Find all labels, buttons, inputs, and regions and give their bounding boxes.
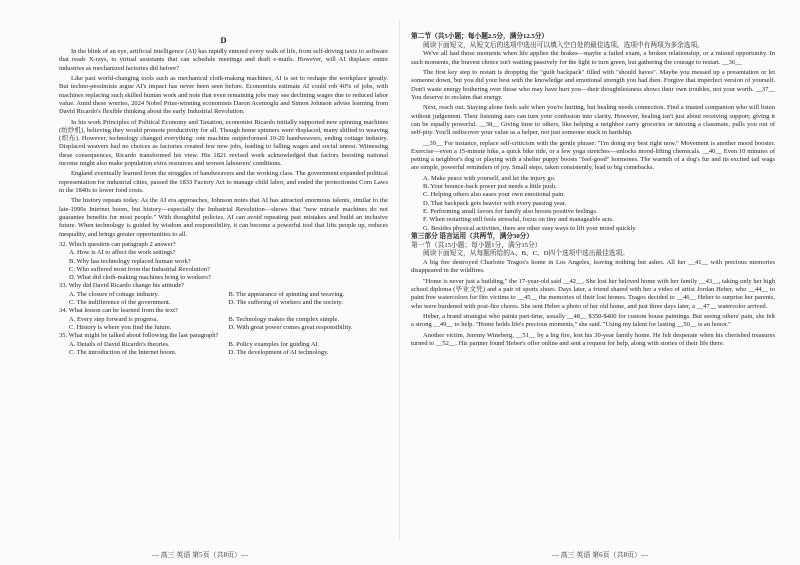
option: D. The suffering of workers and the society. [228, 299, 343, 307]
section-instruction: 阅读下面短文，从短文后的选项中选出可以填入空白处的最佳选项。选项中有两项为多余选项。 [423, 41, 704, 49]
option: D. With great power comes great responsibility. [228, 324, 353, 331]
option-row [59, 341, 388, 349]
part3-section: 第一节（共15小题；每小题1分，满分15分） [411, 241, 542, 249]
section-title: 第二节（共5小题；每小题2.5分，满分12.5分） [411, 33, 549, 40]
choice-item: B. Your bounce-back power just needs a little push. [423, 183, 557, 191]
option: C. The indifference of the government. [69, 299, 171, 307]
option: A. Every step forward is progress. [69, 315, 158, 323]
cloze-paragraph: Another victim, Jeremy Wineberg, __51__ by a big fire, lost his 30-year family home. He felt desperate when his cherished treasures turned to __52__. His partner found Heber's offer online and sent a request for help, along with stories of their life there. [411, 331, 775, 347]
option: B. The appearance of spinning and weaving. [228, 290, 345, 298]
page-footer: — 高三 英语 第6页（共8页）— [551, 551, 649, 559]
option: D. What did cloth-making machines bring to workers? [69, 274, 211, 282]
choice-item: D. That backpack gets heavier with every passing year. [423, 199, 567, 207]
option-row [59, 291, 388, 299]
page-footer: — 高三 英语 第5页（共8页）— [151, 551, 249, 559]
option: B. Technology makes the complex simple. [228, 315, 339, 323]
option-row [59, 299, 388, 307]
option-row [59, 349, 388, 357]
question-32 [59, 241, 388, 283]
cloze-paragraph: A big fire destroyed Charlotte Tragos's home in Los Angeles, leaving nothing but ashes. All her __41__ with precious memories disappeared in the wildfires. [411, 259, 775, 275]
option: C. The introduction of the Internet boom. [69, 348, 177, 356]
option-row [59, 324, 388, 332]
option: B. Policy examples for guiding AI. [228, 340, 320, 348]
option: A. Details of David Ricardo's theories. [69, 340, 170, 348]
option: D. The development of AI technology. [228, 348, 329, 356]
passage-paragraph: In the blink of an eye, artificial intelligence (AI) has rapidly entered every walk of life, from self-driving taxis to software that reads X-rays, to virtual assistants that can schedule meetings and draft e-mails. However, will AI displace entire industries as mechanized factories did before? [59, 48, 388, 72]
choices-list [411, 175, 775, 233]
passage-paragraph: England eventually learned from the struggles of handweavers and the working class. The government expanded political representation for industrial cities, passed the 1833 Factory Act to manage child labor, and ended the protectionist Corn Laws in the 1840s to lower food costs. [59, 170, 388, 194]
part3-title: 第三部分 语言运用（共两节，满分30分） [411, 232, 534, 240]
question-stem: 35. What might be talked about following the last paragraph? [59, 332, 219, 340]
option-row [59, 316, 388, 324]
question-35 [59, 332, 388, 357]
choice-item: C. Helping others also eases your own emotional pain. [423, 191, 565, 199]
right-page-content [411, 33, 775, 350]
part3-instruction: 阅读下面短文，从每题所给的A、B、C、D四个选项中选出最佳选项。 [423, 250, 629, 258]
passage-paragraph: Next, reach out. Staying alone feels safe when you're hurting, but healing needs connection. Find a trusted companion who will listen without judgement. Their listening ears can turn your confusion into clarity. However, healing isn't just about receiving support; giving it can be equally powerful. __38__ Giving time to others, like helping a neighbor carry groceries or tutoring a classmate, pulls you out of self-pity. You'll rediscover your value as a helper, not just someone stuck in hardship. [411, 104, 775, 137]
passage-paragraph: We've all had those moments when life applies the brakes—maybe a failed exam, a broken relationship, or a missed opportunity. In such moments, the bravest choice isn't waiting passively for the light to turn green, but gathering the courage to restart. __36__ [411, 50, 775, 66]
cloze-paragraph: "Home is never just a building," the 17-year-old said __42__. She lost her beloved home with her family __43__, taking only her high school diploma (毕业文凭) and a pair of sports shoes. Days later, a friend shared with her a video of artist Jordan Heber, who __44__ to paint free watercolors for fire victims to __45__ the memories of their lost homes. Tragos decided to __46__ Heber to surprise her parents, who were burdened with post-fire chores. She sent Heber a photo of her old home, and just three days later, a __47__ watercolor arrived. [411, 277, 775, 310]
passage-paragraph: The first key step to restart is dropping the "guilt backpack" filled with "should haves". Maybe you messed up a presentation or let someone down, but you did your best with the knowledge and emotional strength you had then. Forgive that imperfect version of yourself. Don't waste energy bothering over those who may have hurt you—their thoughtlessness shows their own troubles, not your worth. __37__ You deserve to reclaim that energy. [411, 69, 775, 101]
option: A. The closure of cottage industry. [69, 290, 159, 298]
passage-paragraph: In his work Principles of Political Economy and Taxation, economist Ricardo initially supported new spinning machines (纺纱机), believing they would promote productivity for all. Though home spinners were displaced, many shifted to weaving (织布). However, technology changed everything: one machine outperformed 10-20 handweavers, ending cottage industry. Displaced weavers had no choices as factories created few new jobs, leading to falling wages and social unrest. Witnessing these consequences, Ricardo transformed his view. His 1821 revised work acknowledged that factors boosting national income might also make population extra resources and worsen labourers' conditions. [59, 118, 388, 168]
question-34 [59, 307, 388, 332]
passage-letter: D [220, 35, 227, 45]
option: B. Why has technology replaced human work? [69, 257, 191, 265]
question-33 [59, 282, 388, 307]
choice-item: A. Make peace with yourself, and let the injury go. [423, 174, 556, 182]
right-page [400, 0, 800, 565]
cloze-paragraph: Heber, a brand strategist who paints part-time, usually __48__ $350-$400 for custom house paintings. But seeing others' pain, she felt a strong __49__ to help. "Home holds life's precious moments," she said. "Using my talent for lasting __50__ is an honor." [411, 312, 775, 329]
passage-paragraph: The history repeats today. As the AI era approaches, Johnson notes that AI has attracted enormous talents, similar to the late-1990s Internet boom, but history—especially the Industrial Revolution—shows that "new miracle machines do not guarantee benefits for most people." With thoughtful policies, AI can avoid repeating past mistakes and build an inclusive future. When technology is guided by wisdom and responsibility, it can become a powerful tool that lifts people up, reduces inequality, and brings greater opportunities to all. [59, 197, 388, 238]
choice-item: E. Performing small favors for family also boosts positive feelings. [423, 208, 598, 216]
option: C. Who suffered most from the Industrial Revolution? [69, 265, 210, 273]
question-stem: 34. What lesson can be learned from the text? [59, 307, 178, 315]
passage-paragraph: __39__ For instance, replace self-criticism with the gentle phrase: "I'm doing my best right now." Movement is another mood booster. Exercise—even a 15-minute hike, a quick bike ride, or a few yoga stretches—unlocks mood-lifting chemicals. __40__ Even 10 minutes of petting a neighbor's dog or playing with a shelter puppy boosts "feel-good" hormones. The warmth of a dog's fur and its excited tail wags are simple, powerful reminders of joy. Small steps, taken consistently, lead to big comebacks. [411, 139, 775, 172]
option: C. History is where you find the future. [69, 324, 172, 331]
question-stem: 32. Which question can paragraph 2 answer? [59, 240, 176, 248]
passage-paragraph: Like past world-changing tools such as mechanical cloth-making machines, AI is set to reshape the workplace greatly. But techno-pessimists argue AI's impact has never been seen before. Economists estimate AI could rob 40% of jobs, with machines replacing such skilled human work and note that even remaining jobs may see declining wages due to reduced labor value. Amid these worries, 2024 Nobel Prize-winning economists Daron Acemoglu and Simon Johnson advise learning from David Ricardo's flexible thinking about the early Industrial Revolution. [59, 74, 388, 116]
option: A. How is AI to affect the work settings? [69, 249, 176, 257]
question-stem: 33. Why did David Ricardo change his attitude? [59, 282, 185, 290]
choice-item: F. When restarting still feels stressful, focus on tiny and manageable acts. [423, 216, 614, 224]
choice-item: G. Besides physical activities, there are other easy ways to lift your mood quickly. [423, 224, 637, 232]
left-page-content [59, 35, 388, 357]
